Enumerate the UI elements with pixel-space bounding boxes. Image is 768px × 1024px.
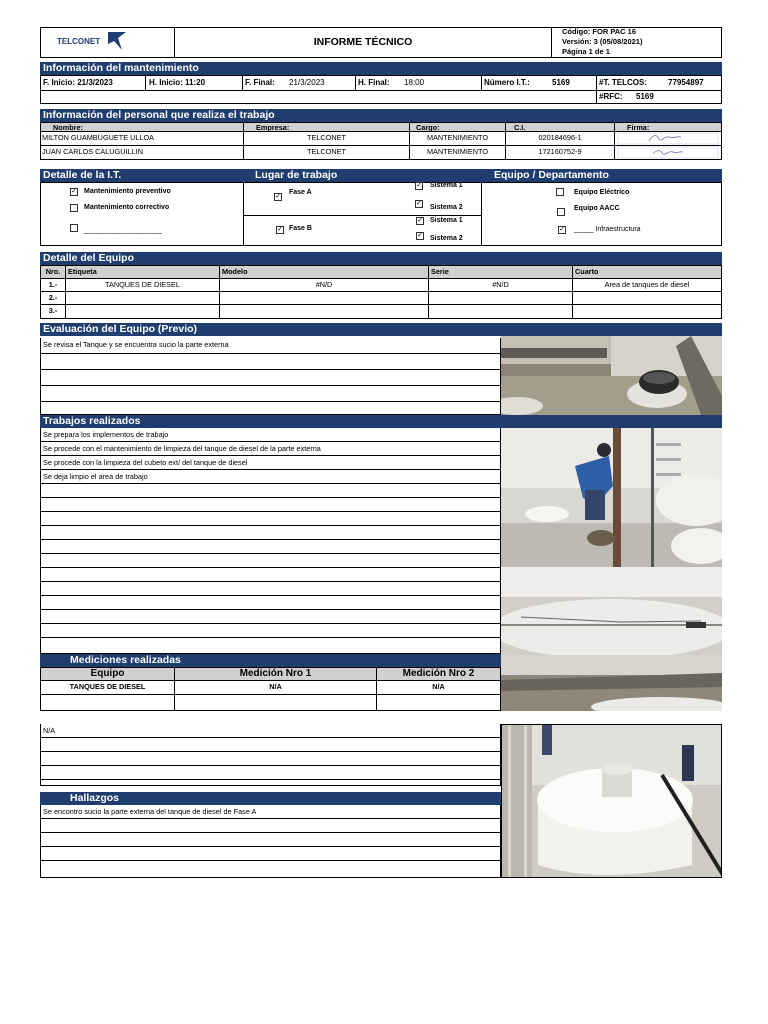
mant-div-5 (596, 75, 597, 104)
checkbox-fase-b-sistema2[interactable]: ✓ (417, 232, 423, 239)
person-1-empresa: TELCONET (243, 131, 410, 146)
mant-div-4 (481, 75, 482, 91)
col-modelo: Modelo (219, 265, 429, 279)
observaciones-line (40, 752, 501, 766)
label-fase-b-sistema2: Sistema 2 (430, 235, 463, 242)
med-row-2: N/A (376, 680, 501, 695)
trabajos-line (40, 512, 501, 526)
section-detalle-equipo: Detalle del Equipo (40, 252, 722, 265)
photo-tank-surface (501, 655, 722, 711)
person-2-signature (614, 145, 722, 160)
equipo-row-3-serie (428, 304, 573, 319)
mant-div-3 (355, 75, 356, 91)
doc-code: Código: FOR PAC 16 (562, 27, 637, 36)
col-cargo: Cargo: (409, 122, 506, 132)
equipo-row-3-modelo (219, 304, 429, 319)
section-observaciones: Observaciones (70, 711, 146, 723)
trabajos-line (40, 526, 501, 540)
observaciones-line: N/A (40, 724, 501, 738)
photo-tank-before (501, 336, 722, 415)
observaciones-line (40, 780, 501, 786)
observaciones-line (40, 766, 501, 780)
equipo-row-3-nro: 3.- (40, 304, 66, 319)
label-correctivo: Mantenimiento correctivo (84, 204, 170, 211)
med-row-equipo: TANQUES DE DIESEL (40, 680, 175, 695)
col-nombre: Nombre: (40, 122, 244, 132)
section-mantenimiento: Información del mantenimiento (40, 62, 722, 75)
trabajos-line (40, 484, 501, 498)
checkbox-fase-a[interactable]: ✓ (275, 193, 281, 200)
trabajos-line (40, 554, 501, 568)
person-2-ci: 172160752-9 (505, 145, 615, 160)
col-etiqueta: Etiqueta (65, 265, 220, 279)
trabajos-line (40, 498, 501, 512)
trabajos-line (40, 624, 501, 638)
equipo-row-2-cuarto (572, 291, 722, 305)
col-cuarto: Cuarto (572, 265, 722, 279)
section-evaluacion: Evaluación del Equipo (Previo) (40, 323, 722, 336)
checkbox-infra[interactable]: ✓ (559, 226, 565, 233)
person-1-signature (614, 131, 722, 146)
equipo-row-2-etiqueta (65, 291, 220, 305)
label-infra: _____ Infraestructura (574, 226, 641, 233)
med-col-equipo: Equipo (40, 667, 175, 681)
checkbox-correctivo[interactable] (70, 204, 78, 212)
checkbox-fase-b[interactable]: ✓ (277, 226, 283, 233)
label-fase-b: Fase B (289, 225, 312, 232)
label-fase-a: Fase A (289, 189, 312, 196)
observaciones-line (40, 738, 501, 752)
photo-worker-cleaning (501, 428, 722, 567)
checkbox-electrico[interactable] (556, 188, 564, 196)
photo-tank-after (501, 724, 722, 878)
label-fase-a-sistema2: Sistema 2 (430, 204, 463, 211)
equipo-row-1-cuarto: Area de tanques de diesel (572, 278, 722, 292)
trabajos-line: Se procede con el mantenimiento de limpieza del tanque de diesel de la parte externa (40, 442, 501, 456)
med-row-empty-3 (376, 694, 501, 711)
rfc-label: #RFC: (599, 92, 623, 101)
evaluacion-line (40, 386, 501, 402)
med-col-2: Medición Nro 2 (376, 667, 501, 681)
document-title: INFORME TÉCNICO (313, 36, 413, 48)
label-fase-b-sistema1: Sistema 1 (430, 217, 463, 224)
checkbox-fase-a-sistema2[interactable]: ✓ (416, 200, 422, 207)
h-final-value: 18:00 (404, 78, 425, 87)
photo-tank-top (501, 567, 722, 655)
trabajos-line (40, 582, 501, 596)
person-2-cargo: MANTENIMIENTO (409, 145, 506, 160)
section-detalle-it-bar (40, 169, 722, 182)
company-logo (56, 30, 128, 52)
equipo-row-1-serie: #N/D (428, 278, 573, 292)
rfc-value: 5169 (636, 92, 654, 101)
mant-div-2 (242, 75, 243, 91)
label-aacc: Equipo AACC (574, 205, 620, 212)
section-mediciones: Mediciones realizadas (70, 654, 181, 666)
section-equipo-dep: Equipo / Departamento (494, 169, 609, 181)
equipo-row-3-cuarto (572, 304, 722, 319)
evaluacion-line (40, 354, 501, 370)
equipo-row-2-modelo (219, 291, 429, 305)
trabajos-line (40, 540, 501, 554)
col-empresa: Empresa: (243, 122, 410, 132)
hallazgos-line: Se encontro sucio la parte externa del tanque de diesel de Fase A (40, 805, 501, 819)
label-otro: ____________________ (84, 227, 162, 234)
med-row-empty-2 (174, 694, 377, 711)
col-firma: Firma: (614, 122, 722, 132)
person-2-empresa: TELCONET (243, 145, 410, 160)
hallazgos-line (40, 847, 501, 861)
detalle-div-2 (481, 182, 482, 246)
mant-line (40, 90, 722, 91)
person-1-name: MILTON GUAMBUGUETE ULLOA (40, 131, 244, 146)
h-inicio: H. Inicio: 11:20 (149, 78, 206, 87)
f-final-label: F. Final: (245, 78, 275, 87)
checkbox-otro[interactable] (70, 224, 78, 232)
med-col-1: Medición Nro 1 (174, 667, 377, 681)
label-electrico: Equipo Eléctrico (574, 189, 630, 196)
telcos-value: 77954897 (668, 78, 704, 87)
detalle-div-1 (243, 182, 244, 246)
section-trabajos: Trabajos realizados (40, 415, 722, 428)
f-final-value: 21/3/2023 (289, 78, 325, 87)
section-hallazgos: Hallazgos (70, 792, 120, 804)
evaluacion-line (40, 402, 501, 415)
person-1-cargo: MANTENIMIENTO (409, 131, 506, 146)
col-ci: C.I. (505, 122, 615, 132)
med-row-empty-1 (40, 694, 175, 711)
doc-version: Versión: 3 (05/08/2021) (562, 37, 643, 46)
hallazgos-line (40, 833, 501, 847)
trabajos-line: Se deja limpio el area de trabajo (40, 470, 501, 484)
trabajos-line (40, 568, 501, 582)
col-nro: Nro. (40, 265, 66, 279)
checkbox-fase-a-sistema1[interactable]: ✓ (416, 182, 422, 189)
equipo-row-1-modelo: #N/D (219, 278, 429, 292)
checkbox-preventivo[interactable]: ✓ (71, 188, 77, 195)
section-lugar: Lugar de trabajo (255, 169, 338, 181)
trabajos-line (40, 596, 501, 610)
med-row-1: N/A (174, 680, 377, 695)
trabajos-line (40, 638, 501, 654)
mant-div-1 (145, 75, 146, 91)
equipo-row-2-serie (428, 291, 573, 305)
trabajos-line: Se prepara los implementos de trabajo (40, 428, 501, 442)
numero-it-label: Número I.T.: (484, 78, 530, 87)
person-2-name: JUAN CARLOS CALUGUILLIN (40, 145, 244, 160)
header-divider-2 (551, 27, 552, 58)
hallazgos-line (40, 819, 501, 833)
logo-text: TELCONET (57, 37, 101, 46)
equipo-row-2-nro: 2.- (40, 291, 66, 305)
section-personal: Información del personal que realiza el trabajo (40, 109, 722, 122)
person-1-ci: 020184696-1 (505, 131, 615, 146)
label-preventivo: Mantenimiento preventivo (84, 188, 171, 195)
evaluacion-line (40, 370, 501, 386)
label-fase-a-sistema1: Sistema 1 (430, 182, 463, 189)
col-serie: Serie (428, 265, 573, 279)
section-detalle-it: Detalle de la I.T. (43, 169, 122, 181)
evaluacion-line: Se revisa el Tanque y se encuentra sucio la parte externa (40, 338, 501, 354)
h-final-label: H. Final: (358, 78, 390, 87)
trabajos-line: Se procede con la limpieza del cubeto ext/ del tanque de diesel (40, 456, 501, 470)
equipo-row-1-etiqueta: TANQUES DE DIESEL (65, 278, 220, 292)
telcos-label: #T. TELCOS: (599, 78, 648, 87)
checkbox-fase-b-sistema1[interactable]: ✓ (417, 217, 423, 224)
numero-it-value: 5169 (552, 78, 570, 87)
doc-page: Página 1 de 1 (562, 47, 610, 56)
f-inicio: F. Inicio: 21/3/2023 (43, 78, 113, 87)
lugar-mid-line (243, 215, 481, 216)
hallazgos-line (40, 861, 501, 878)
checkbox-aacc[interactable] (557, 208, 565, 216)
trabajos-line (40, 610, 501, 624)
equipo-row-3-etiqueta (65, 304, 220, 319)
equipo-row-1-nro: 1.- (40, 278, 66, 292)
